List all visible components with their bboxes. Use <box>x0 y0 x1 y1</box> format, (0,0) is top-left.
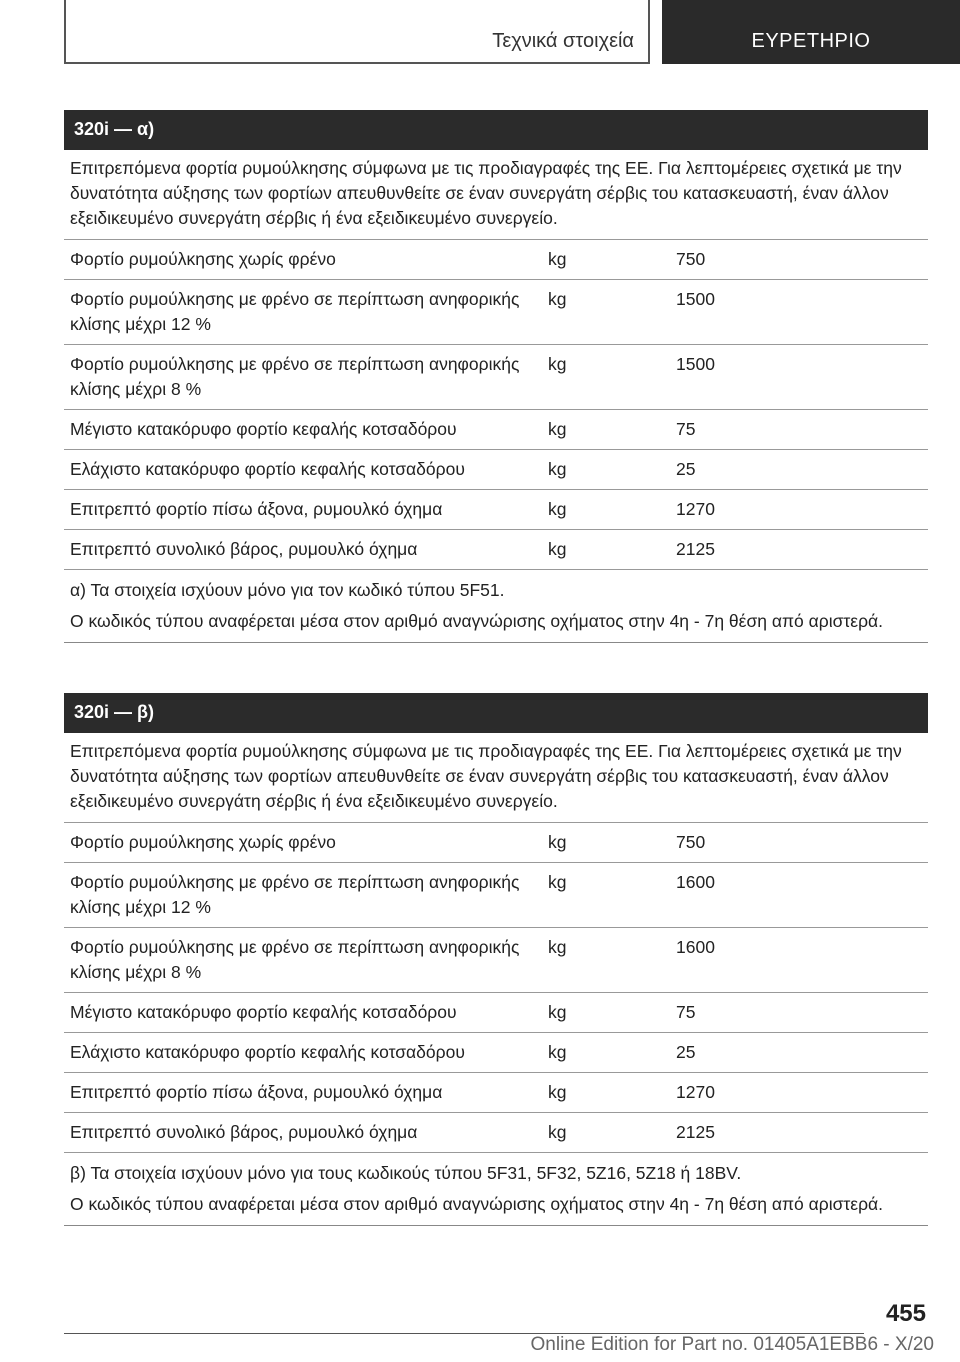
row-value: 1600 <box>676 872 715 892</box>
row-unit: kg <box>548 832 567 852</box>
row-label: Μέγιστο κατακόρυφο φορτίο κεφαλής κοτσαδόρου <box>70 419 457 439</box>
type-code-note: Ο κωδικός τύπου αναφέρεται μέσα στον αριθμό αναγνώρισης οχήματος στην 4η - 7η θέση από αριστερά. <box>70 611 884 631</box>
section-notes <box>64 570 928 643</box>
row-value: 2125 <box>676 539 715 559</box>
page-header <box>0 0 960 66</box>
row-label: Επιτρεπτό φορτίο πίσω άξονα, ρυμουλκό όχημα <box>70 1082 443 1102</box>
row-unit: kg <box>548 539 567 559</box>
section-intro: Επιτρεπόμενα φορτία ρυμούλκησης σύμφωνα με τις προδιαγραφές της ΕΕ. Για λεπτομέρειες σχετικά με την δυνατότητα αύξησης των φορτίων απευθυνθείτε σε έναν συνεργάτη σέρβις του κατασκευαστή, έναν άλλον εξειδικευμένο συνεργάτη σέρβις ή ένα εξειδικευμένο συνεργείο. <box>64 733 928 823</box>
edition-text: Online Edition for Part no. 01405A1EBB6 - X/20 <box>530 1334 934 1355</box>
row-value: 25 <box>676 1042 696 1062</box>
row-value: 1500 <box>676 289 715 309</box>
table-row <box>64 490 928 530</box>
row-unit: kg <box>548 937 567 957</box>
row-label: Επιτρεπτό φορτίο πίσω άξονα, ρυμουλκό όχημα <box>70 499 443 519</box>
row-value: 750 <box>676 832 706 852</box>
row-label: Φορτίο ρυμούλκησης με φρένο σε περίπτωση ανηφορικής κλίσης μέχρι 8 % <box>70 937 520 982</box>
row-value: 75 <box>676 1002 696 1022</box>
section-notes <box>64 1153 928 1226</box>
table-row <box>64 240 928 280</box>
row-unit: kg <box>548 249 567 269</box>
table-row <box>64 530 928 570</box>
table-row <box>64 1073 928 1113</box>
row-label: Ελάχιστο κατακόρυφο φορτίο κεφαλής κοτσαδόρου <box>70 459 465 479</box>
row-value: 1600 <box>676 937 715 957</box>
row-value: 25 <box>676 459 696 479</box>
footnote: β) Τα στοιχεία ισχύουν μόνο για τους κωδικούς τύπου 5F31, 5F32, 5Z16, 5Z18 ή 18BV. <box>70 1163 742 1183</box>
row-value: 750 <box>676 249 706 269</box>
row-unit: kg <box>548 872 567 892</box>
section-320i-b <box>64 693 928 1226</box>
section-intro: Επιτρεπόμενα φορτία ρυμούλκησης σύμφωνα με τις προδιαγραφές της ΕΕ. Για λεπτομέρειες σχετικά με την δυνατότητα αύξησης των φορτίων απευθυνθείτε σε έναν συνεργάτη σέρβις του κατασκευαστή, έναν άλλον εξειδικευμένο συνεργάτη σέρβις ή ένα εξειδικευμένο συνεργείο. <box>64 150 928 240</box>
tab-technical-data-label: Τεχνικά στοιχεία <box>492 30 634 52</box>
row-label: Φορτίο ρυμούλκησης με φρένο σε περίπτωση ανηφορικής κλίσης μέχρι 12 % <box>70 872 520 917</box>
row-label: Φορτίο ρυμούλκησης με φρένο σε περίπτωση ανηφορικής κλίσης μέχρι 12 % <box>70 289 520 334</box>
table-row <box>64 1033 928 1073</box>
table-row <box>64 928 928 993</box>
table-row <box>64 450 928 490</box>
row-label: Επιτρεπτό συνολικό βάρος, ρυμουλκό όχημα <box>70 539 418 559</box>
table-row <box>64 345 928 410</box>
type-code-note: Ο κωδικός τύπου αναφέρεται μέσα στον αριθμό αναγνώρισης οχήματος στην 4η - 7η θέση από αριστερά. <box>70 1194 884 1214</box>
page-number: 455 <box>885 1300 926 1327</box>
row-unit: kg <box>548 499 567 519</box>
row-unit: kg <box>548 1042 567 1062</box>
row-value: 1500 <box>676 354 715 374</box>
row-value: 1270 <box>676 1082 715 1102</box>
row-label: Μέγιστο κατακόρυφο φορτίο κεφαλής κοτσαδόρου <box>70 1002 457 1022</box>
row-unit: kg <box>548 419 567 439</box>
row-label: Ελάχιστο κατακόρυφο φορτίο κεφαλής κοτσαδόρου <box>70 1042 465 1062</box>
row-unit: kg <box>548 1002 567 1022</box>
section-320i-a <box>64 110 928 643</box>
table-row <box>64 993 928 1033</box>
row-unit: kg <box>548 354 567 374</box>
row-label: Επιτρεπτό συνολικό βάρος, ρυμουλκό όχημα <box>70 1122 418 1142</box>
table-row <box>64 280 928 345</box>
section-title: 320i — α) <box>64 110 928 150</box>
row-unit: kg <box>548 1082 567 1102</box>
row-value: 75 <box>676 419 696 439</box>
row-unit: kg <box>548 459 567 479</box>
table-row <box>64 410 928 450</box>
row-label: Φορτίο ρυμούλκησης με φρένο σε περίπτωση ανηφορικής κλίσης μέχρι 8 % <box>70 354 520 399</box>
tab-index-label: ΕΥΡΕΤΗΡΙΟ <box>751 30 871 52</box>
table-row <box>64 1113 928 1153</box>
table-row <box>64 823 928 863</box>
row-value: 2125 <box>676 1122 715 1142</box>
footnote: α) Τα στοιχεία ισχύουν μόνο για τον κωδικό τύπου 5F51. <box>70 580 505 600</box>
row-value: 1270 <box>676 499 715 519</box>
row-label: Φορτίο ρυμούλκησης χωρίς φρένο <box>70 249 336 269</box>
table-row <box>64 863 928 928</box>
row-unit: kg <box>548 1122 567 1142</box>
tab-index[interactable] <box>662 0 960 64</box>
row-unit: kg <box>548 289 567 309</box>
section-title: 320i — β) <box>64 693 928 733</box>
row-label: Φορτίο ρυμούλκησης χωρίς φρένο <box>70 832 336 852</box>
tab-technical-data[interactable] <box>64 0 650 64</box>
